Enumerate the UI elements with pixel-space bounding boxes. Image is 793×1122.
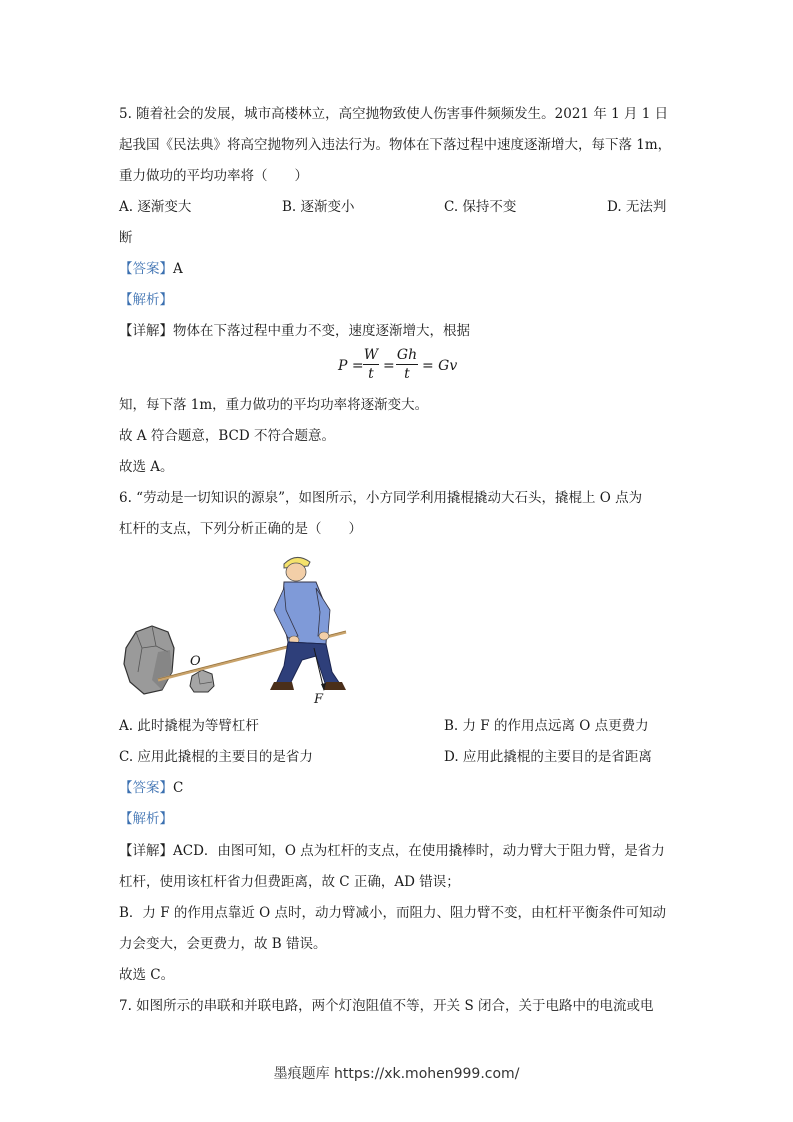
q5-stem-line-2: 起我国《民法典》将高空抛物列入违法行为。物体在下落过程中速度逐渐增大，每下落 1m， <box>119 137 672 153</box>
q6-stem-line-1: 6. “劳动是一切知识的源泉”，如图所示，小方同学利用撬棍撬动大石头，撬棍上 O 点为 <box>119 490 643 506</box>
formula-rhs: = Gv <box>422 358 458 374</box>
lever-figure <box>118 548 358 708</box>
detail-text: ACD．由图可知，O 点为杠杆的支点，在使用撬棒时，动力臂大于阻力臂，是省力 <box>173 843 665 859</box>
fraction-bar <box>363 364 379 365</box>
q5-option-b: B. 逐渐变小 <box>282 199 355 215</box>
formula-numerator: W <box>363 347 379 363</box>
fraction-bar <box>396 364 418 365</box>
q5-stem-line-1: 5. 随着社会的发展，城市高楼林立，高空抛物致使人伤害事件频频发生。2021 年 1 月 1 日 <box>119 106 669 122</box>
detail-tag: 【详解】 <box>119 323 173 339</box>
formula-lhs: P = <box>338 358 364 374</box>
q5-option-a: A. 逐渐变大 <box>119 199 192 215</box>
q5-option-c: C. 保持不变 <box>444 199 517 215</box>
answer-value: C <box>173 780 184 796</box>
detail-tag: 【详解】 <box>119 843 173 859</box>
q6-option-d: D. 应用此撬棍的主要目的是省距离 <box>444 749 652 765</box>
q5-answer <box>119 260 183 278</box>
answer-value: A <box>173 261 183 277</box>
q5-detail-line-3: 故 A 符合题意，BCD 不符合题意。 <box>119 428 335 444</box>
worker-lever-illustration <box>118 548 358 708</box>
q5-detail-line-2: 知，每下落 1m，重力做功的平均功率将逐渐变大。 <box>119 397 429 413</box>
q6-detail-line-2: 杠杆，使用该杠杆省力但费距离，故 C 正确，AD 错误； <box>119 874 460 890</box>
q5-option-d-wrap: 断 <box>119 230 133 246</box>
worker <box>270 557 346 690</box>
boulder <box>124 626 174 694</box>
q6-option-a: A. 此时撬棍为等臂杠杆 <box>119 718 259 734</box>
q6-option-b: B. 力 F 的作用点远离 O 点更费力 <box>444 718 649 734</box>
q6-option-c: C. 应用此撬棍的主要目的是省力 <box>119 749 313 765</box>
formula-fraction-gh-t <box>396 347 418 382</box>
q6-analysis-tag: 【解析】 <box>119 811 173 827</box>
formula-fraction-w-t <box>363 347 379 382</box>
q5-option-d: D. 无法判 <box>607 199 667 215</box>
formula-numerator: Gh <box>396 347 418 363</box>
fulcrum-stone <box>190 670 214 692</box>
q6-conclusion: 故选 C。 <box>119 967 175 983</box>
formula-denominator: t <box>404 366 410 382</box>
q5-conclusion: 故选 A。 <box>119 459 174 475</box>
answer-tag: 【答案】 <box>119 261 173 277</box>
power-formula <box>338 345 468 389</box>
q6-detail-line-1 <box>119 842 665 860</box>
force-label-f: F <box>314 692 324 707</box>
pivot-label-o: O <box>190 654 201 669</box>
q6-stem-line-2: 杠杆的支点，下列分析正确的是（ ） <box>119 521 362 537</box>
formula-equals: = <box>383 358 395 374</box>
formula-denominator: t <box>368 366 374 382</box>
detail-text: 物体在下落过程中重力不变，速度逐渐增大，根据 <box>173 323 470 339</box>
q7-stem-line-1: 7. 如图所示的串联和并联电路，两个灯泡阻值不等，开关 S 闭合，关于电路中的电流或电 <box>119 998 654 1014</box>
answer-tag: 【答案】 <box>119 780 173 796</box>
q6-detail-line-3: B．力 F 的作用点靠近 O 点时，动力臂减小，而阻力、阻力臂不变，由杠杆平衡条件可知动 <box>119 905 667 921</box>
q5-detail-line-1 <box>119 322 470 340</box>
q5-stem-line-3: 重力做功的平均功率将（ ） <box>119 168 308 184</box>
q5-analysis-tag: 【解析】 <box>119 292 173 308</box>
page-footer: 墨痕题库 https://xk.mohen999.com/ <box>273 1066 520 1082</box>
q6-answer <box>119 779 183 797</box>
q6-detail-line-4: 力会变大，会更费力，故 B 错误。 <box>119 936 327 952</box>
